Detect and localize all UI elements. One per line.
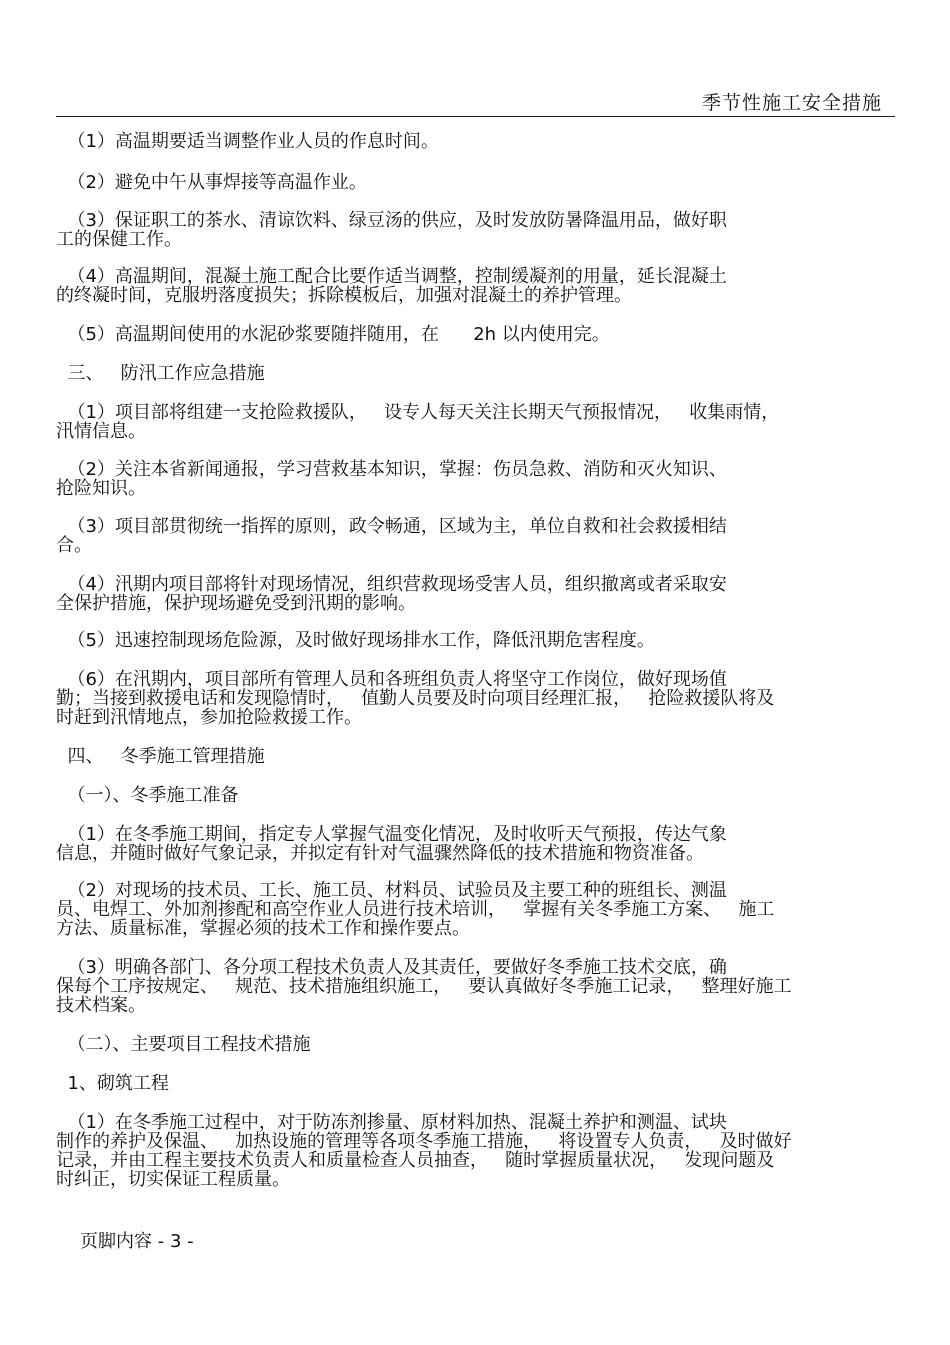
paragraph-line: （1）项目部将组建一支抢险救援队， 设专人每天关注长期天气预报情况， 收集雨情， bbox=[56, 402, 780, 423]
paragraph bbox=[56, 1035, 898, 1054]
paragraph-line: （3）项目部贯彻统一指挥的原则，政令畅通，区域为主，单位自救和社会救援相结 bbox=[56, 516, 727, 537]
paragraph-line: （二）、主要项目工程技术措施 bbox=[56, 1034, 311, 1055]
paragraph-line: （4）高温期间，混凝土施工配合比要作适当调整，控制缓凝剂的用量，延长混凝土 bbox=[56, 266, 727, 287]
paragraph-line: （2）关注本省新闻通报，学习营救基本知识，掌握：伤员急救、消防和灭火知识、 bbox=[56, 459, 727, 480]
paragraph-line: 时赶到汛情地点，参加抢险救援工作。 bbox=[56, 707, 362, 728]
header-title: 季节性施工安全措施 bbox=[701, 92, 882, 114]
paragraph-line: （5）高温期间使用的水泥砂浆要随拌随用，在 2h 以内使用完。 bbox=[56, 324, 610, 345]
paragraph-line: （3）保证职工的茶水、清谅饮料、绿豆汤的供应，及时发放防暑降温用品，做好职 bbox=[56, 210, 727, 231]
paragraph-line: （2）对现场的技术员、工长、施工员、材料员、试验员及主要工种的班组长、测温 bbox=[56, 880, 727, 901]
paragraph-line: 汛情信息。 bbox=[56, 421, 146, 442]
paragraph-line: 三、 防汛工作应急措施 bbox=[56, 363, 265, 384]
paragraph-line: （1）在冬季施工期间，指定专人掌握气温变化情况，及时收听天气预报，传达气象 bbox=[56, 824, 727, 845]
paragraph-line: 方法、质量标准，掌握必须的技术工作和操作要点。 bbox=[56, 918, 470, 939]
paragraph-line: （4）汛期内项目部将针对现场情况，组织营救现场受害人员，组织撤离或者采取安 bbox=[56, 574, 727, 595]
paragraph-line: 合。 bbox=[56, 535, 92, 556]
paragraph-line: （5）迅速控制现场危险源，及时做好现场排水工作，降低汛期危害程度。 bbox=[56, 630, 655, 651]
paragraph-line: （3）明确各部门、各分项工程技术负责人及其责任，要做好冬季施工技术交底，确 bbox=[56, 957, 727, 978]
paragraph-line: 记录，并由工程主要技术负责人和质量检查人员抽查， 随时掌握质量状况， 发现问题及 bbox=[56, 1150, 775, 1171]
paragraph-line: 时纠正，切实保证工程质量。 bbox=[56, 1169, 290, 1190]
header-divider bbox=[56, 116, 895, 117]
paragraph-line: 1、砌筑工程 bbox=[56, 1073, 169, 1094]
paragraph-line: 四、 冬季施工管理措施 bbox=[56, 746, 265, 767]
paragraph bbox=[56, 325, 898, 344]
paragraph bbox=[56, 517, 898, 555]
paragraph bbox=[56, 575, 898, 613]
paragraph bbox=[56, 132, 898, 151]
paragraph bbox=[56, 403, 898, 441]
paragraph-line: 勤；当接到救援电话和发现隐情时， 值勤人员要及时向项目经理汇报， 抢险救援队将及 bbox=[56, 688, 775, 709]
paragraph-line: 保每个工序按规定、 规范、技术措施组织施工， 要认真做好冬季施工记录， 整理好施工 bbox=[56, 976, 792, 997]
page-footer: 页脚内容 - 3 - bbox=[80, 1231, 194, 1252]
paragraph-line: 的终凝时间，克服坍落度损失；拆除模板后，加强对混凝土的养护管理。 bbox=[56, 285, 632, 306]
paragraph bbox=[56, 881, 898, 938]
paragraph bbox=[56, 747, 898, 766]
paragraph bbox=[56, 1113, 898, 1189]
paragraph bbox=[56, 267, 898, 305]
paragraph-line: （2）避免中午从事焊接等高温作业。 bbox=[56, 172, 367, 193]
paragraph-line: （1）在冬季施工过程中，对于防冻剂掺量、原材料加热、混凝土养护和测温、试块 bbox=[56, 1112, 727, 1133]
paragraph-line: （1）高温期要适当调整作业人员的作息时间。 bbox=[56, 131, 439, 152]
paragraph bbox=[56, 631, 898, 650]
paragraph bbox=[56, 211, 898, 249]
paragraph-line: 技术档案。 bbox=[56, 995, 146, 1016]
paragraph bbox=[56, 670, 898, 727]
paragraph bbox=[56, 364, 898, 383]
paragraph-line: 工的保健工作。 bbox=[56, 229, 182, 250]
paragraph bbox=[56, 786, 898, 805]
paragraph bbox=[56, 958, 898, 1015]
paragraph-line: （6）在汛期内，项目部所有管理人员和各班组负责人将坚守工作岗位，做好现场值 bbox=[56, 669, 727, 690]
paragraph bbox=[56, 173, 898, 192]
paragraph-line: （一）、冬季施工准备 bbox=[56, 785, 239, 806]
paragraph bbox=[56, 1074, 898, 1093]
paragraph-line: 抢险知识。 bbox=[56, 478, 146, 499]
paragraph-line: 信息，并随时做好气象记录，并拟定有针对气温骤然降低的技术措施和物资准备。 bbox=[56, 843, 704, 864]
paragraph-line: 制作的养护及保温、 加热设施的管理等各项冬季施工措施， 将设置专人负责， 及时做好 bbox=[56, 1131, 792, 1152]
paragraph bbox=[56, 460, 898, 498]
paragraph-line: 全保护措施，保护现场避免受到汛期的影响。 bbox=[56, 593, 416, 614]
paragraph bbox=[56, 825, 898, 863]
paragraph-line: 员、电焊工、外加剂掺配和高空作业人员进行技术培训， 掌握有关冬季施工方案、 施工 bbox=[56, 899, 775, 920]
